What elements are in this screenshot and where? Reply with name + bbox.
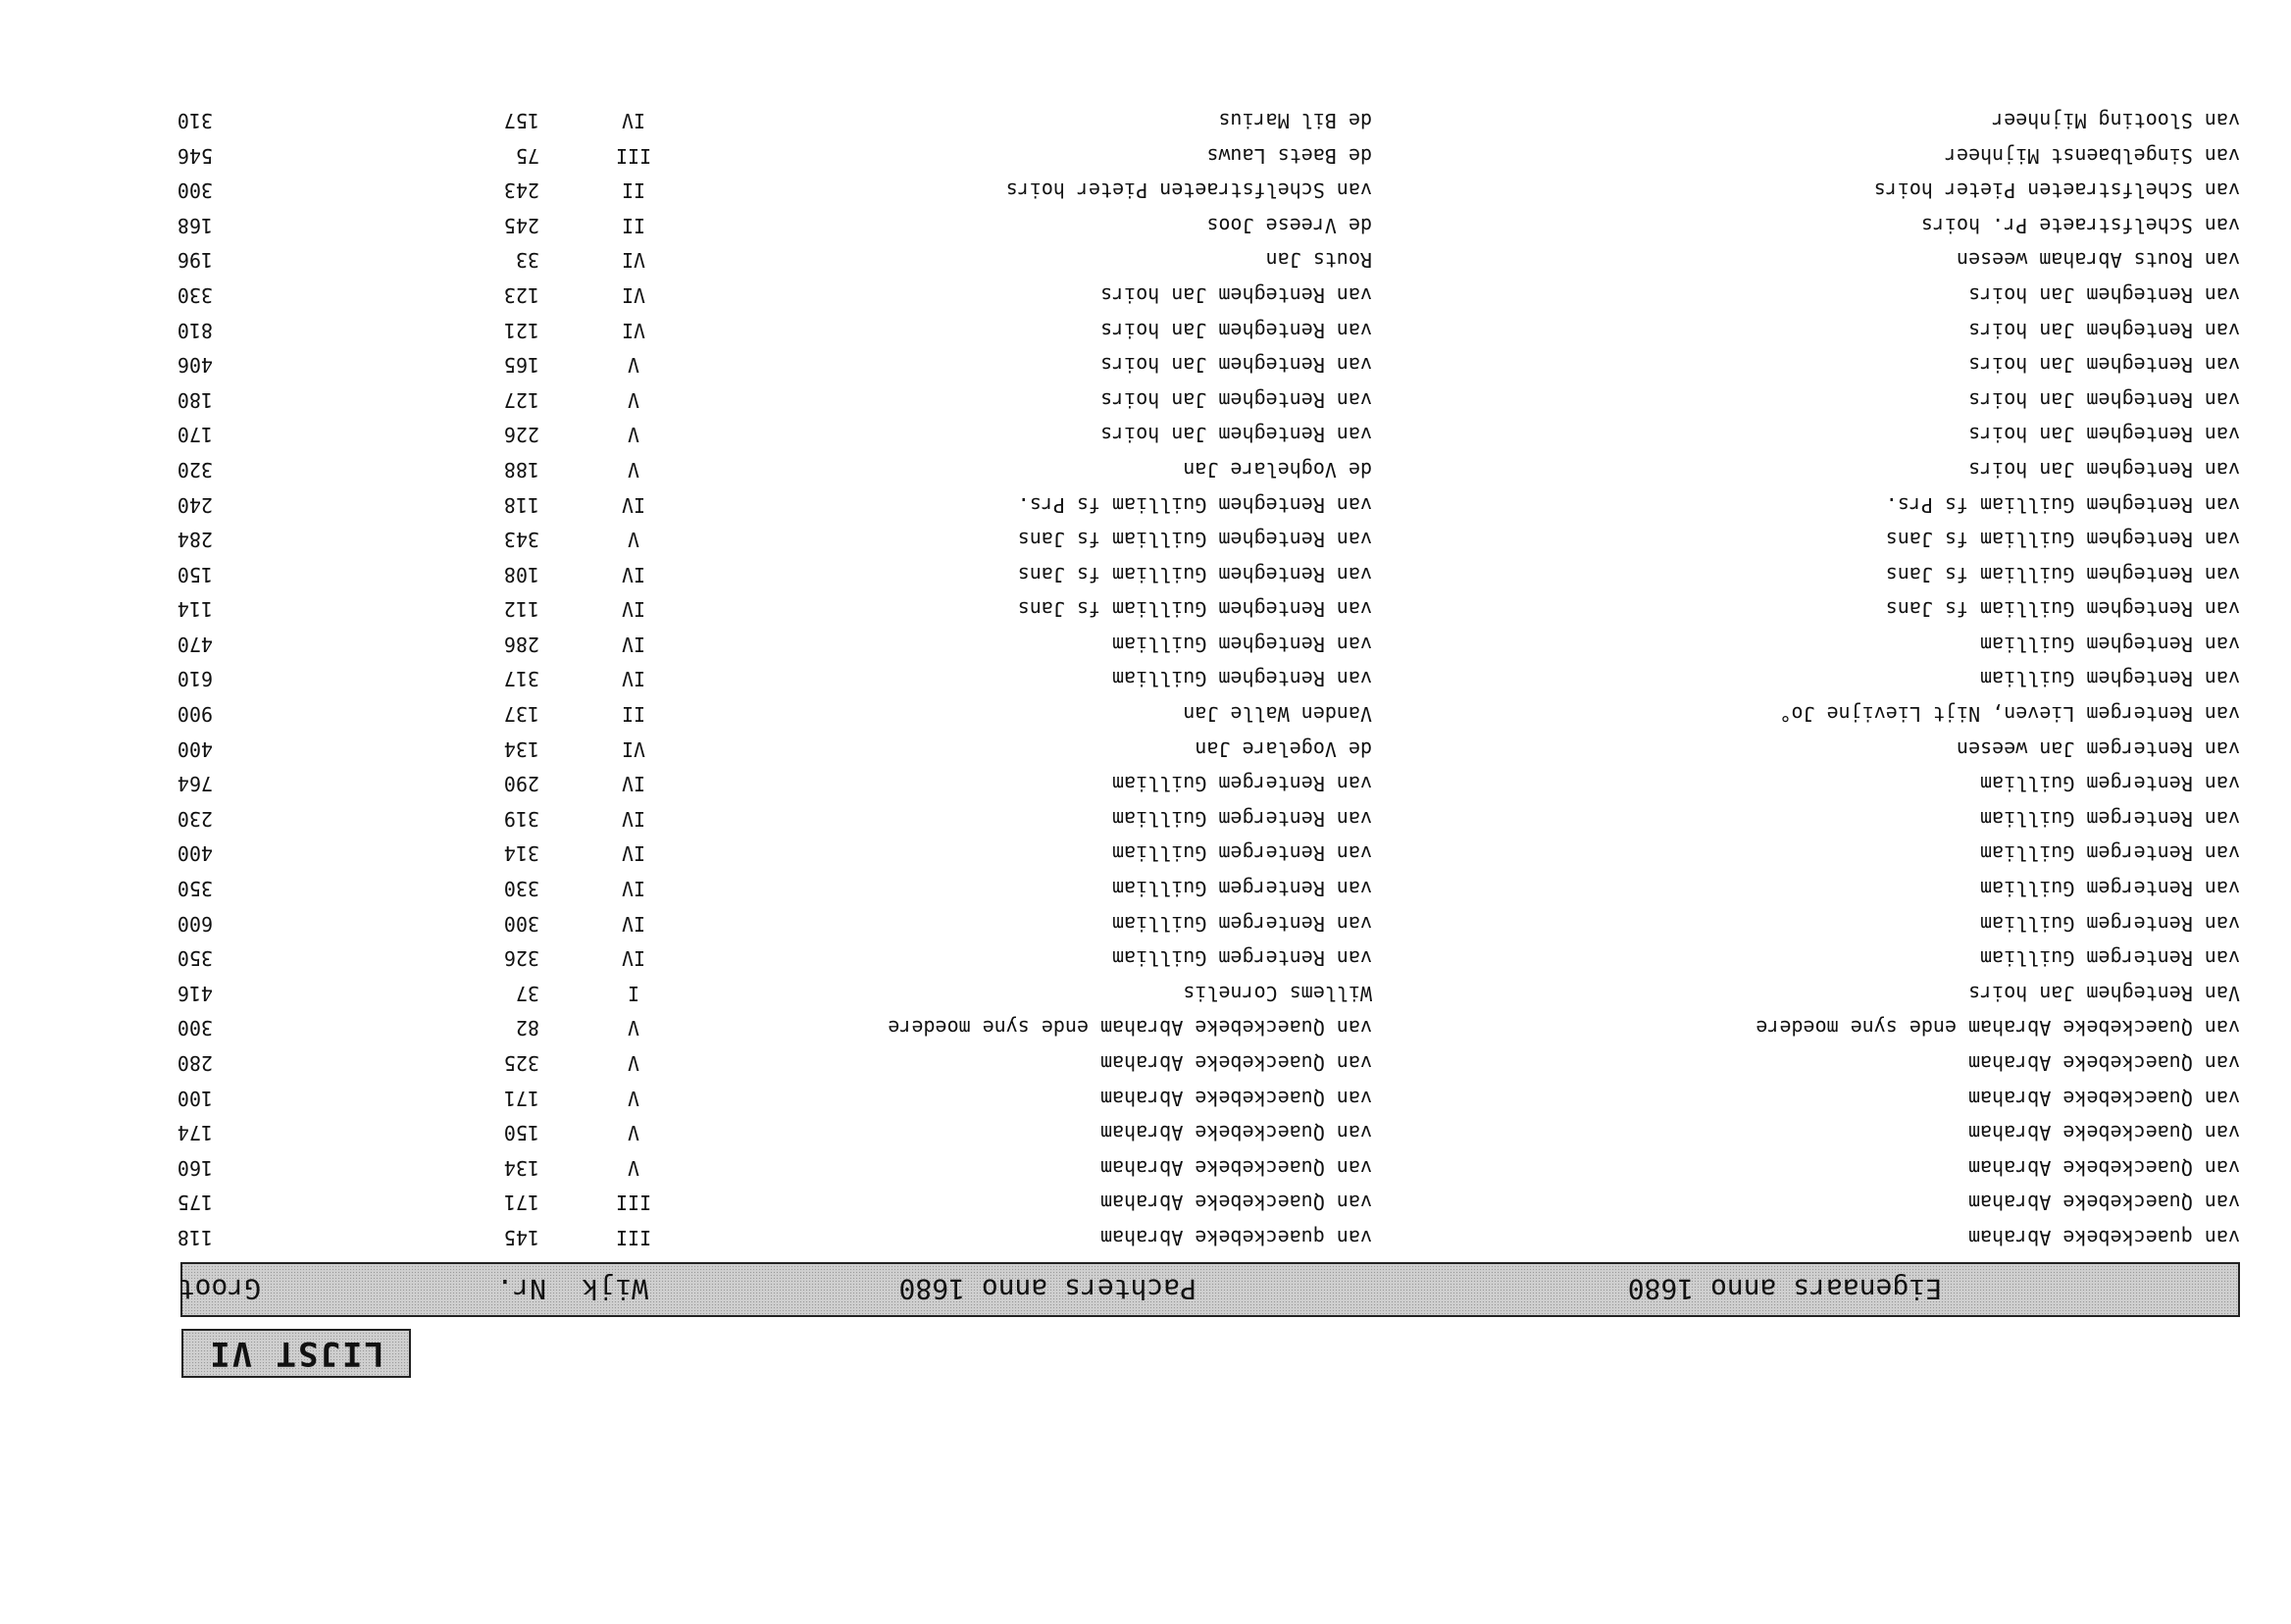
groot-cell: 118 [177, 1226, 213, 1249]
groot-cell: 310 [177, 109, 213, 132]
nr-cell: 118 [503, 492, 539, 517]
groot-cell: 240 [177, 492, 213, 517]
wijk-cell: V [627, 353, 640, 378]
nr-cell: 145 [503, 1226, 539, 1249]
table-row [0, 487, 2291, 523]
groot-cell: 114 [177, 597, 213, 622]
wijk-cell: V [627, 1121, 640, 1145]
eigenaar-cell: van Renteghem Guilliam fs Prs. [1885, 492, 2240, 517]
pachter-cell: de Baets Lauws [1206, 143, 1372, 168]
table-row [0, 243, 2291, 279]
groot-cell: 400 [177, 736, 213, 761]
pachter-cell: van Quaeckebeke Abraham ende syne moedere [888, 1016, 1372, 1040]
wijk-cell: IV [621, 806, 646, 831]
nr-cell: 325 [503, 1051, 539, 1076]
wijk-cell: II [621, 702, 646, 727]
wijk-cell: II [621, 178, 646, 203]
nr-cell: 33 [515, 248, 539, 273]
wijk-cell: IV [621, 492, 646, 517]
nr-cell: 123 [503, 282, 539, 307]
groot-cell: 810 [177, 318, 213, 342]
groot-cell: 610 [177, 667, 213, 691]
table-row [0, 837, 2291, 872]
nr-cell: 286 [503, 632, 539, 656]
eigenaar-cell: van Renteghem Jan hoirs [1968, 387, 2240, 412]
table-row [0, 452, 2291, 487]
nr-cell: 188 [503, 457, 539, 482]
groot-cell: 230 [177, 806, 213, 831]
wijk-cell: VI [621, 318, 646, 342]
eigenaar-cell: van Rentergem Lieven, Nijt Lievijne Jo° [1779, 702, 2240, 727]
nr-cell: 121 [503, 318, 539, 342]
table-row [0, 174, 2291, 209]
header-groot: Groot [178, 1273, 261, 1305]
pachter-cell: de Vogelare Jan [1195, 736, 1372, 761]
nr-cell: 150 [503, 1121, 539, 1145]
nr-cell: 108 [503, 562, 539, 586]
wijk-cell: I [627, 981, 640, 1005]
nr-cell: 330 [503, 877, 539, 901]
table-row [0, 697, 2291, 733]
nr-cell: 317 [503, 667, 539, 691]
wijk-cell: V [627, 423, 640, 447]
wijk-cell: IV [621, 109, 646, 132]
wijk-cell: IV [621, 841, 646, 866]
wijk-cell: IV [621, 667, 646, 691]
eigenaar-cell: van Renteghem Guilliam fs Jans [1885, 597, 2240, 622]
eigenaar-cell: van Rentergem Guilliam [1980, 772, 2240, 796]
eigenaar-cell: van Slooting Mijnheer [1992, 109, 2240, 132]
pachter-cell: van Renteghem Jan hoirs [1100, 318, 1372, 342]
eigenaar-cell: van Renteghem Guilliam [1980, 632, 2240, 656]
pachter-cell: de Voghelare Jan [1183, 457, 1372, 482]
table-row [0, 767, 2291, 802]
table-row [0, 1150, 2291, 1186]
nr-cell: 290 [503, 772, 539, 796]
table-row [0, 138, 2291, 174]
table-row [0, 278, 2291, 313]
wijk-cell: IV [621, 911, 646, 936]
eigenaar-cell: van Renteghem Guilliam [1980, 667, 2240, 691]
eigenaar-cell: van Rentergem Guilliam [1980, 841, 2240, 866]
groot-cell: 100 [177, 1086, 213, 1110]
pachter-cell: van quaeckebeke Abraham [1100, 1226, 1372, 1249]
nr-cell: 75 [515, 143, 539, 168]
nr-cell: 226 [503, 423, 539, 447]
groot-cell: 406 [177, 353, 213, 378]
pachter-cell: van Quaeckebeke Abraham [1100, 1051, 1372, 1076]
pachter-cell: van Renteghem Jan hoirs [1100, 387, 1372, 412]
wijk-cell: IV [621, 877, 646, 901]
wijk-cell: V [627, 1051, 640, 1076]
table-row [0, 382, 2291, 418]
eigenaar-cell: van Rentergem Guilliam [1980, 877, 2240, 901]
groot-cell: 546 [177, 143, 213, 168]
eigenaar-cell: van Quaeckebeke Abraham [1968, 1191, 2240, 1215]
pachter-cell: Willems Cornelis [1183, 981, 1372, 1005]
table-row [0, 732, 2291, 767]
wijk-cell: VI [621, 248, 646, 273]
groot-cell: 330 [177, 282, 213, 307]
pachter-cell: de Vreese Joos [1206, 213, 1372, 237]
groot-cell: 175 [177, 1191, 213, 1215]
table-row [0, 1116, 2291, 1151]
table-row [0, 103, 2291, 138]
wijk-cell: V [627, 457, 640, 482]
pachter-cell: van Renteghem Guilliam fs Prs. [1017, 492, 1372, 517]
nr-cell: 127 [503, 387, 539, 412]
groot-cell: 470 [177, 632, 213, 656]
header-nr: Nr. [496, 1273, 546, 1305]
pachter-cell: van Renteghem Guilliam [1112, 632, 1372, 656]
table-row [0, 523, 2291, 558]
groot-cell: 280 [177, 1051, 213, 1076]
table-row [0, 557, 2291, 592]
pachter-cell: van Renteghem Guilliam fs Jans [1017, 528, 1372, 552]
nr-cell: 171 [503, 1086, 539, 1110]
table-body [0, 103, 2291, 1255]
groot-cell: 174 [177, 1121, 213, 1145]
nr-cell: 319 [503, 806, 539, 831]
wijk-cell: III [615, 1191, 652, 1215]
eigenaar-cell: Van Renteghem Jan hoirs [1968, 981, 2240, 1005]
pachter-cell: van Renteghem Jan hoirs [1100, 282, 1372, 307]
nr-cell: 134 [503, 1155, 539, 1180]
groot-cell: 900 [177, 702, 213, 727]
wijk-cell: IV [621, 597, 646, 622]
table-row [0, 906, 2291, 941]
table-row [0, 592, 2291, 628]
groot-cell: 180 [177, 387, 213, 412]
eigenaar-cell: van Renteghem Jan hoirs [1968, 318, 2240, 342]
pachter-cell: van Quaeckebeke Abraham [1100, 1191, 1372, 1215]
eigenaar-cell: van Renteghem Jan hoirs [1968, 457, 2240, 482]
pachter-cell: van Rentergem Guilliam [1112, 841, 1372, 866]
groot-cell: 170 [177, 423, 213, 447]
table-header [180, 1262, 2240, 1317]
pachter-cell: van Renteghem Guilliam [1112, 667, 1372, 691]
eigenaar-cell: van Schelfstraete Pr. hoirs [1920, 213, 2240, 237]
eigenaar-cell: van Renteghem Jan hoirs [1968, 282, 2240, 307]
groot-cell: 764 [177, 772, 213, 796]
groot-cell: 300 [177, 178, 213, 203]
groot-cell: 350 [177, 946, 213, 971]
wijk-cell: V [627, 1155, 640, 1180]
wijk-cell: V [627, 1016, 640, 1040]
table-row [0, 871, 2291, 906]
nr-cell: 245 [503, 213, 539, 237]
table-row [0, 1220, 2291, 1255]
eigenaar-cell: van Quaeckebeke Abraham ende syne moedere [1756, 1016, 2240, 1040]
nr-cell: 112 [503, 597, 539, 622]
nr-cell: 171 [503, 1191, 539, 1215]
groot-cell: 320 [177, 457, 213, 482]
eigenaar-cell: van Quaeckebeke Abraham [1968, 1086, 2240, 1110]
pachter-cell: van Quaeckebeke Abraham [1100, 1155, 1372, 1180]
pachter-cell: van Renteghem Jan hoirs [1100, 423, 1372, 447]
groot-cell: 416 [177, 981, 213, 1005]
eigenaar-cell: van Renteghem Jan hoirs [1968, 423, 2240, 447]
table-row [0, 627, 2291, 662]
pachter-cell: van Renteghem Guilliam fs Jans [1017, 562, 1372, 586]
nr-cell: 343 [503, 528, 539, 552]
nr-cell: 157 [503, 109, 539, 132]
pachter-cell: van Rentergem Guilliam [1112, 877, 1372, 901]
eigenaar-cell: van Renteghem Guilliam fs Jans [1885, 562, 2240, 586]
groot-cell: 196 [177, 248, 213, 273]
eigenaar-cell: van Renteghem Guilliam fs Jans [1885, 528, 2240, 552]
nr-cell: 134 [503, 736, 539, 761]
groot-cell: 350 [177, 877, 213, 901]
wijk-cell: VI [621, 736, 646, 761]
wijk-cell: IV [621, 946, 646, 971]
nr-cell: 300 [503, 911, 539, 936]
nr-cell: 243 [503, 178, 539, 203]
wijk-cell: III [615, 1226, 652, 1249]
eigenaar-cell: van Quaeckebeke Abraham [1968, 1121, 2240, 1145]
eigenaar-cell: van Schelfstraeten Pieter hoirs [1873, 178, 2240, 203]
pachter-cell: van Schelfstraeten Pieter hoirs [1005, 178, 1372, 203]
pachter-cell: van Renteghem Jan hoirs [1100, 353, 1372, 378]
header-pachters: Pachters anno 1680 [898, 1273, 1196, 1305]
pachter-cell: van Quaeckebeke Abraham [1100, 1121, 1372, 1145]
wijk-cell: V [627, 528, 640, 552]
pachter-cell: de Bil Marius [1218, 109, 1372, 132]
groot-cell: 168 [177, 213, 213, 237]
pachter-cell: van Rentergem Guilliam [1112, 911, 1372, 936]
pachter-cell: van Quaeckebeke Abraham [1100, 1086, 1372, 1110]
eigenaar-cell: van Quaeckebeke Abraham [1968, 1051, 2240, 1076]
table-row [0, 208, 2291, 243]
pachter-cell: Vanden Walle Jan [1183, 702, 1372, 727]
wijk-cell: IV [621, 632, 646, 656]
pachter-cell: van Rentergem Guilliam [1112, 772, 1372, 796]
eigenaar-cell: van Singelbaenst Mijnheer [1944, 143, 2240, 168]
groot-cell: 300 [177, 1016, 213, 1040]
table-row [0, 662, 2291, 697]
nr-cell: 37 [515, 981, 539, 1005]
wijk-cell: III [615, 143, 652, 168]
table-row [0, 1081, 2291, 1116]
header-wijk: Wijk [582, 1273, 648, 1305]
groot-cell: 150 [177, 562, 213, 586]
wijk-cell: II [621, 213, 646, 237]
table-row [0, 1045, 2291, 1081]
eigenaar-cell: van Rentergem Guilliam [1980, 946, 2240, 971]
table-row [0, 976, 2291, 1011]
table-row [0, 348, 2291, 383]
groot-cell: 400 [177, 841, 213, 866]
nr-cell: 137 [503, 702, 539, 727]
table-row [0, 941, 2291, 977]
wijk-cell: IV [621, 772, 646, 796]
groot-cell: 600 [177, 911, 213, 936]
nr-cell: 314 [503, 841, 539, 866]
wijk-cell: V [627, 387, 640, 412]
eigenaar-cell: van Renteghem Jan hoirs [1968, 353, 2240, 378]
pachter-cell: van Rentergem Guilliam [1112, 806, 1372, 831]
pachter-cell: van Renteghem Guilliam fs Jans [1017, 597, 1372, 622]
wijk-cell: IV [621, 562, 646, 586]
table-row [0, 313, 2291, 348]
eigenaar-cell: van Rentergem Guilliam [1980, 911, 2240, 936]
table-row [0, 1011, 2291, 1046]
wijk-cell: V [627, 1086, 640, 1110]
nr-cell: 326 [503, 946, 539, 971]
table-row [0, 1186, 2291, 1221]
table-row [0, 801, 2291, 837]
table-row [0, 418, 2291, 453]
nr-cell: 82 [515, 1016, 539, 1040]
wijk-cell: VI [621, 282, 646, 307]
pachter-cell: Routs Jan [1265, 248, 1372, 273]
groot-cell: 284 [177, 528, 213, 552]
eigenaar-cell: van Routs Abraham weesen [1957, 248, 2240, 273]
eigenaar-cell: van Rentergem Guilliam [1980, 806, 2240, 831]
list-title: LIJST VI [181, 1329, 411, 1378]
eigenaar-cell: van Quaeckebeke Abraham [1968, 1155, 2240, 1180]
pachter-cell: van Rentergem Guilliam [1112, 946, 1372, 971]
header-eigenaars: Eigenaars anno 1680 [1627, 1273, 1942, 1305]
eigenaar-cell: van quaeckebeke Abraham [1968, 1226, 2240, 1249]
groot-cell: 160 [177, 1155, 213, 1180]
nr-cell: 165 [503, 353, 539, 378]
eigenaar-cell: van Rentergem Jan weesen [1957, 736, 2240, 761]
